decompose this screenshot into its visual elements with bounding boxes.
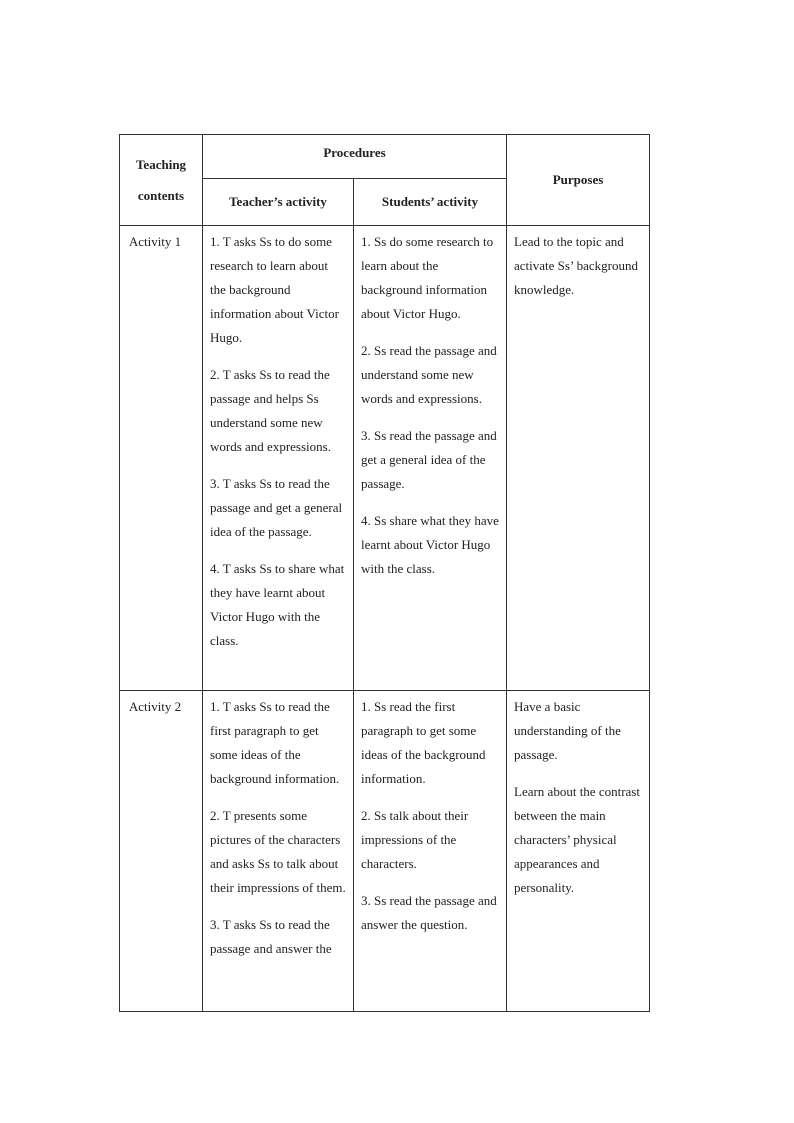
header-teaching-line2: contents — [137, 188, 185, 203]
lesson-plan-table — [119, 134, 650, 1012]
students-step: 2. Ss read the passage and understand some new words and expressions. — [361, 343, 497, 406]
teacher-step: 2. T presents some pictures of the characters and asks Ss to talk about their impressions of them. — [210, 808, 346, 895]
teacher-activity-cell — [203, 691, 354, 1012]
purpose-text: Lead to the topic and activate Ss’ background knowledge. — [514, 234, 638, 297]
teacher-step: 4. T asks Ss to share what they have learnt about Victor Hugo with the class. — [210, 561, 345, 648]
teacher-step: 1. T asks Ss to do some research to learn about the background information about Victor Hugo. — [210, 234, 339, 345]
teacher-step: 3. T asks Ss to read the passage and answer the — [210, 917, 332, 956]
students-step: 3. Ss read the passage and get a general idea of the passage. — [361, 428, 497, 491]
header-teacher-activity: Teacher’s activity — [203, 179, 354, 226]
purpose-text: Have a basic understanding of the passage. — [514, 699, 621, 762]
students-step: 1. Ss do some research to learn about the background information about Victor Hugo. — [361, 234, 494, 321]
teacher-step: 2. T asks Ss to read the passage and helps Ss understand some new words and expressions. — [210, 367, 331, 454]
header-teaching-line1: Teaching — [135, 157, 187, 172]
purpose-text: Learn about the contrast between the main characters’ physical appearances and personality. — [514, 784, 640, 895]
teacher-cell-content — [210, 695, 347, 1007]
students-activity-cell — [354, 226, 507, 691]
header-teaching-contents — [120, 135, 203, 226]
students-step: 2. Ss talk about their impressions of the characters. — [361, 808, 469, 871]
teacher-step: 1. T asks Ss to read the first paragraph to get some ideas of the background information. — [210, 699, 340, 786]
activity-label: Activity 2 — [120, 691, 203, 1012]
students-step: 4. Ss share what they have learnt about Victor Hugo with the class. — [361, 513, 499, 576]
header-purposes: Purposes — [507, 135, 650, 226]
table-row — [120, 691, 650, 1012]
header-row — [120, 135, 650, 179]
students-step: 3. Ss read the passage and answer the question. — [361, 893, 497, 932]
students-activity-cell — [354, 691, 507, 1012]
teacher-activity-cell — [203, 226, 354, 691]
header-students-activity: Students’ activity — [354, 179, 507, 226]
header-procedures: Procedures — [203, 135, 507, 179]
teacher-step: 3. T asks Ss to read the passage and get a general idea of the passage. — [210, 476, 343, 539]
students-step: 1. Ss read the first paragraph to get some ideas of the background information. — [361, 699, 486, 786]
purposes-cell — [507, 691, 650, 1012]
purposes-cell — [507, 226, 650, 691]
activity-label: Activity 1 — [120, 226, 203, 691]
table-row — [120, 226, 650, 691]
